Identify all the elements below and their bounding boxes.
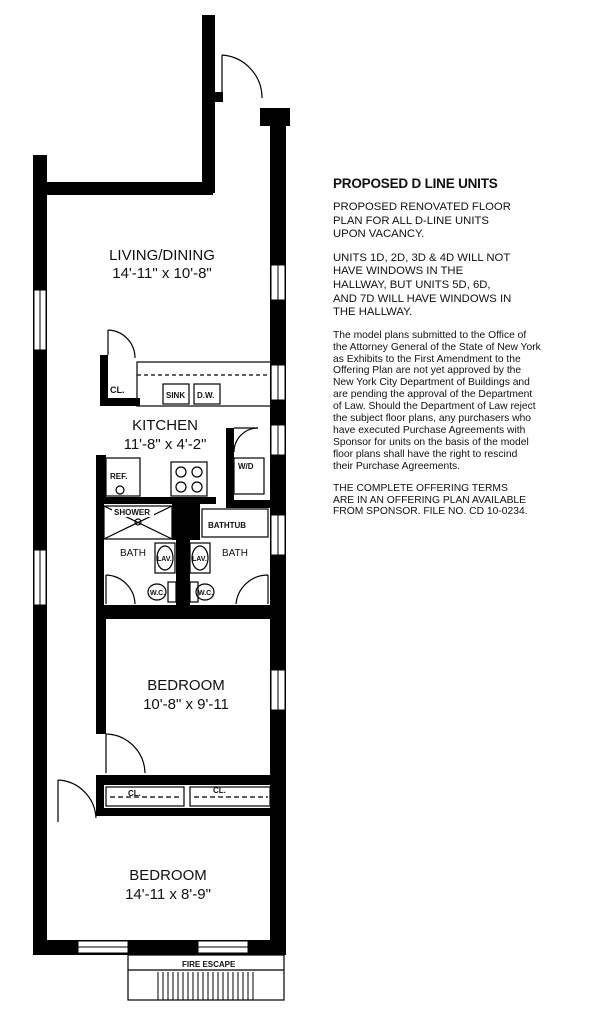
- refrigerator-label: REF.: [110, 472, 128, 481]
- notes-title: PROPOSED D LINE UNITS: [333, 176, 498, 191]
- bedroom1-name: BEDROOM: [147, 677, 225, 694]
- bathtub-label: BATHTUB: [208, 521, 247, 530]
- notes-paragraph-3: The model plans submitted to the Office of the Attorney General of the State of New York as Exhibits to the First Amendment to the Offering Plan are not yet approved by the New York City Department of Buildings and are pending the approval of the Department of Law. Should the Department of Law reject the subject floor plans, any purchasers who have executed Purchase Agreements with Sponsor for units on the basis of the model floor plans shall have the right to rescind their Purchase Agreements.: [333, 329, 541, 472]
- lav-label-right: LAV.: [192, 556, 207, 563]
- lav-label-left: LAV.: [157, 556, 172, 563]
- bedroom2-size: 14'-11 x 8'-9": [125, 886, 211, 903]
- sink-label: SINK: [166, 391, 186, 400]
- bath-label-right: BATH: [222, 548, 248, 559]
- fire-escape-label: FIRE ESCAPE: [182, 960, 236, 969]
- stove: [171, 462, 207, 496]
- entry-door: [222, 55, 262, 98]
- washer-dryer-label: W/D: [238, 462, 254, 471]
- bedroom1-door: [106, 734, 145, 773]
- bedroom2-name: BEDROOM: [129, 867, 207, 884]
- wc-label-right: W.C.: [198, 590, 214, 597]
- living-room-size: 14'-11" x 10'-8": [112, 265, 212, 282]
- notes-paragraph-1: PROPOSED RENOVATED FLOOR PLAN FOR ALL D-LINE UNITS UPON VACANCY.: [333, 201, 511, 241]
- shower-label: SHOWER: [114, 508, 150, 517]
- plan-notes: [333, 176, 593, 528]
- bedroom1-size: 10'-8" x 9'-11: [143, 696, 229, 713]
- dishwasher-label: D.W.: [197, 391, 215, 400]
- notes-paragraph-2: UNITS 1D, 2D, 3D & 4D WILL NOT HAVE WINDOWS IN THE HALLWAY, BUT UNITS 5D, 6D, AND 7D WILL HAVE WINDOWS IN THE HALLWAY.: [333, 251, 512, 319]
- washer-dryer: [234, 428, 264, 494]
- notes-paragraph-4: THE COMPLETE OFFERING TERMS ARE IN AN OFFERING PLAN AVAILABLE FROM SPONSOR. FILE NO. CD 10-0234.: [333, 482, 528, 518]
- closet-label-bed-right: CL.: [213, 786, 226, 795]
- closet-label-bed-left: CL.: [128, 789, 141, 798]
- bath-label-left: BATH: [120, 548, 146, 559]
- living-room-name: LIVING/DINING: [109, 247, 215, 264]
- fire-escape-stairs: [158, 972, 253, 1000]
- living-closet-door: [108, 330, 135, 358]
- closet-label-living: CL.: [110, 385, 125, 395]
- bedroom2-door: [58, 780, 96, 822]
- kitchen-size: 11'-8" x 4'-2": [123, 436, 207, 453]
- wc-label-left: W.C.: [150, 590, 166, 597]
- kitchen-name: KITCHEN: [132, 417, 198, 434]
